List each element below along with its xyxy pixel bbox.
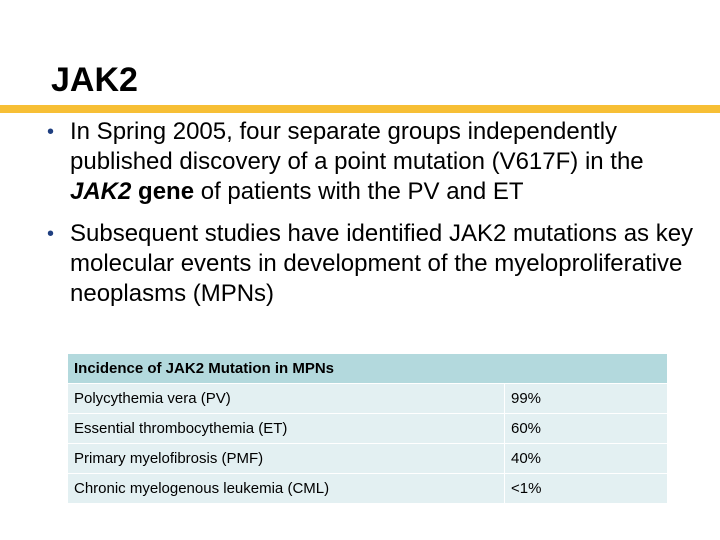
title-divider <box>0 105 720 113</box>
incidence-cell: 60% <box>505 414 668 444</box>
condition-cell: Primary myelofibrosis (PMF) <box>68 444 505 474</box>
gene-name: JAK2 <box>70 178 132 205</box>
incidence-table <box>67 353 668 504</box>
bullet-dot-icon: • <box>47 121 55 143</box>
condition-cell: Polycythemia vera (PV) <box>68 384 505 414</box>
table-row <box>68 384 668 414</box>
bullet-text: Subsequent studies have identified JAK2 mutations as key molecular events in development of the myeloproliferative neoplasms (MPNs) <box>70 220 694 307</box>
table-header: Incidence of JAK2 Mutation in MPNs <box>68 354 668 384</box>
bullet-dot-icon: • <box>47 223 55 245</box>
gene-word: gene <box>131 178 195 205</box>
condition-cell: Essential thrombocythemia (ET) <box>68 414 505 444</box>
table-row <box>68 414 668 444</box>
table-row <box>68 444 668 474</box>
bullet-text: In Spring 2005, four separate groups independently published discovery of a point mutation (V617F) in the <box>70 118 644 175</box>
condition-cell: Chronic myelogenous leukemia (CML) <box>68 474 505 504</box>
table-header-row <box>68 354 668 384</box>
table-row <box>68 474 668 504</box>
incidence-cell: 99% <box>505 384 668 414</box>
incidence-cell: <1% <box>505 474 668 504</box>
bullet-text-end: of patients with the PV and ET <box>194 178 524 205</box>
incidence-cell: 40% <box>505 444 668 474</box>
bullet-list <box>47 117 707 321</box>
slide-title: JAK2 <box>51 61 138 99</box>
bullet-item <box>47 219 707 309</box>
bullet-item <box>47 117 707 207</box>
